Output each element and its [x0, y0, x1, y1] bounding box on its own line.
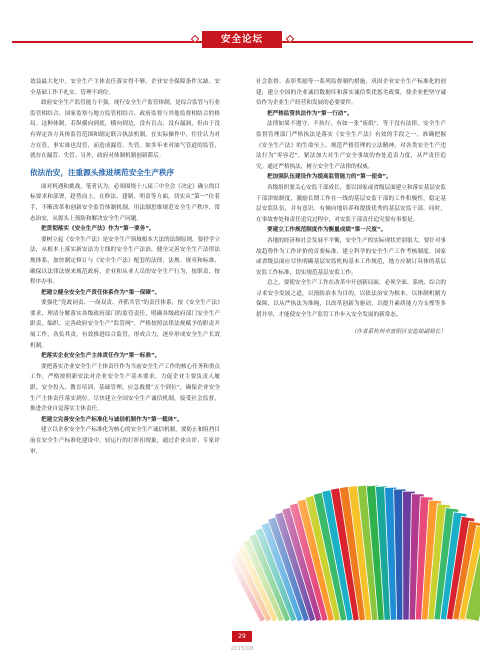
right-column [256, 77, 446, 337]
paragraph: 要强化“党政同责、一岗双责、齐抓共管”的责任体系，按《安全生产法》要求，理清分解落实各级政府部门的监管责任，明确各级政府部门安全生产职责，编织、完善政府安全生产“监管网”，严格按照法律法规赋予的职责开展工作，各负其责，有效推进综合监管，形成合力，逐步形成安全生产长效机制。 [30, 300, 220, 349]
issue-date: 2015/08 [230, 646, 254, 652]
paragraph: 建立以企业安全生产标准化为核心的安全生产诚信机制，要防止和阻挡目前在安全生产标准化建设中，轻运行的打折扣现象，通过企业自评、专家评审、 [30, 427, 221, 455]
paragraph: 法律如果不遵守、不执行，有如一张“废纸”，等于没有法律。安全生产监督管理部门严格执法是落实《安全生产法》有效的手段之一。准确把握《安全生产法》的生命至上、规范严格管理的立法精神，对各类安全生产违法行为“零容忍”，紧法加大对生产安全事故的查处追责力度，从严责任追究。通过严格执法，树立安全生产法律的权威。 [256, 121, 446, 170]
paragraph: 社会监督、表彰奖励等一系列监督制约措施，巩固企业安全生产标准化的创建，建立全国的企业诚信数据库和落实诚信奖优惩劣政策，使企业把坚守诚信作为企业生产经营和发展的必要要件。 [256, 79, 446, 107]
subheading: 把建立完善安全生产标准化与诚信机制作为“第一载体”。 [41, 416, 183, 423]
paragraph: 总之，要使安全生产工作在改革中开创新局面，必须全面、系统、综合的寻求安全发展之道，以预防治本为目的，以依法治安为根本，以体制机制为保障，以从严执法为准绳，以改革创新为驱动，以提升素质能力为支撑等多措并举，才能使安全生产监管工作步入安全发展的新常态。 [256, 280, 447, 319]
paragraph: 面对机遇和挑战，笔者认为，必须围绕十八届三中全会《决定》确立的目标要求和部署，趁势而上，在修法、建制、明责等方面，切实从“第一”位着手，不断改革和创新安全监管体制机制，用法制思维规范安全生产秩序，常态治安，从源头上预防和解决安全生产问题。 [30, 183, 221, 222]
author-attribution: （作者系杭州市富阳区安监局副局长） [350, 328, 446, 335]
left-column [30, 77, 220, 457]
paragraph: 政府安全生产监管能力不强。现行安全生产监管体制，是综合监管与行业监管相结合、国家监察与地方监管相结合、政府监督与其他监督相结合的格局。这种体制，若纵横向到底，横向到边，没有盲点、没有漏洞，但由于没有界定各方具体监管范围和制定联合执法机制，在实际操作中，往往认为对方在管，事实谁也没管，而造成漏管、失管。如多年来对油气管道的监管，就存在漏管、失管。另外，政府对体制机制创新滞后。 [30, 100, 221, 160]
subheading: 要建立工作规范制度作为衡量成绩“第一尺度”。 [267, 227, 387, 234]
paragraph: 各级组织要关心安监干部成长，要以国家或省级层面建立和落实基层安监干部津贴制度，激励长期工作在一线的基层安监干部的工作积极性，稳定基层安监队伍，并有意识、有倾向地培养和提拔优秀的基层安监干部。同时，在事故查处和责任追究过程中，对安监干部责任追究要有事要是。 [256, 184, 447, 223]
subheading: 把严格监管执法作为“第一行动”。 [267, 110, 353, 117]
paragraph: 效益最大化中，安全生产主体责任落实得不够，企业安全保障条件欠缺、安全基础工作不扎实、管理不到位。 [30, 79, 220, 96]
section-badge: 安全论坛 [202, 31, 282, 48]
paragraph: 要树立起《安全生产法》是安全生产领域根本大法的法制原则，要抒学立法，从根本上落实新安法为主线的安全生产法治，健全完善安全生产法律法规体系，加快制定修订与《安全生产法》配套的法律、法规、规章和标准，确保以法律法规来规范政府、企业和从业人员的安全生产行为，按职责、按程序办事。 [30, 236, 221, 286]
paragraph: 要把落实企业安全生产主体责任作为当前安全生产工作的核心任务和重点工作，严格按照新安法对企业安全生产基本要求，力促企业主要负责人履职、安全投入、教育培训、基础管理、应急救援“五个到位”，确保企业安全生产主体责任落实到位。尽快建立全国安全生产诚信机制，接受社会监督，推进企业自觉落实主体责任。 [30, 363, 221, 413]
subheading: 把落实企业安全生产主体责任作为“第一标准”。 [41, 353, 161, 360]
subheading: 把建立健全安全生产责任体系作为“第一保障”。 [41, 289, 161, 296]
section-heading: 依法治安，注重源头推进规范安全生产秩序 [30, 167, 175, 177]
subheading: 把贯彻落实《安全生产法》作为“第一要务”。 [41, 226, 155, 233]
colored-books-illustration [230, 430, 480, 630]
page-number: 29 [232, 631, 252, 642]
page-header [0, 0, 485, 52]
subheading: 把加强队伍建设作为提高监管能力的“第一使命”。 [267, 174, 392, 181]
paragraph: 各地的经济和社会发展不平衡，安全生产的实际现状差别很大，要针对事故趋势作为工作评价的首要标准，建立科学的安全生产工作考核制度。国家或省级层面应尽快明确基层安监机构基本工作规范，地方应制订具体的基层安监工作标准，切实规范基层安监工作。 [256, 237, 447, 276]
